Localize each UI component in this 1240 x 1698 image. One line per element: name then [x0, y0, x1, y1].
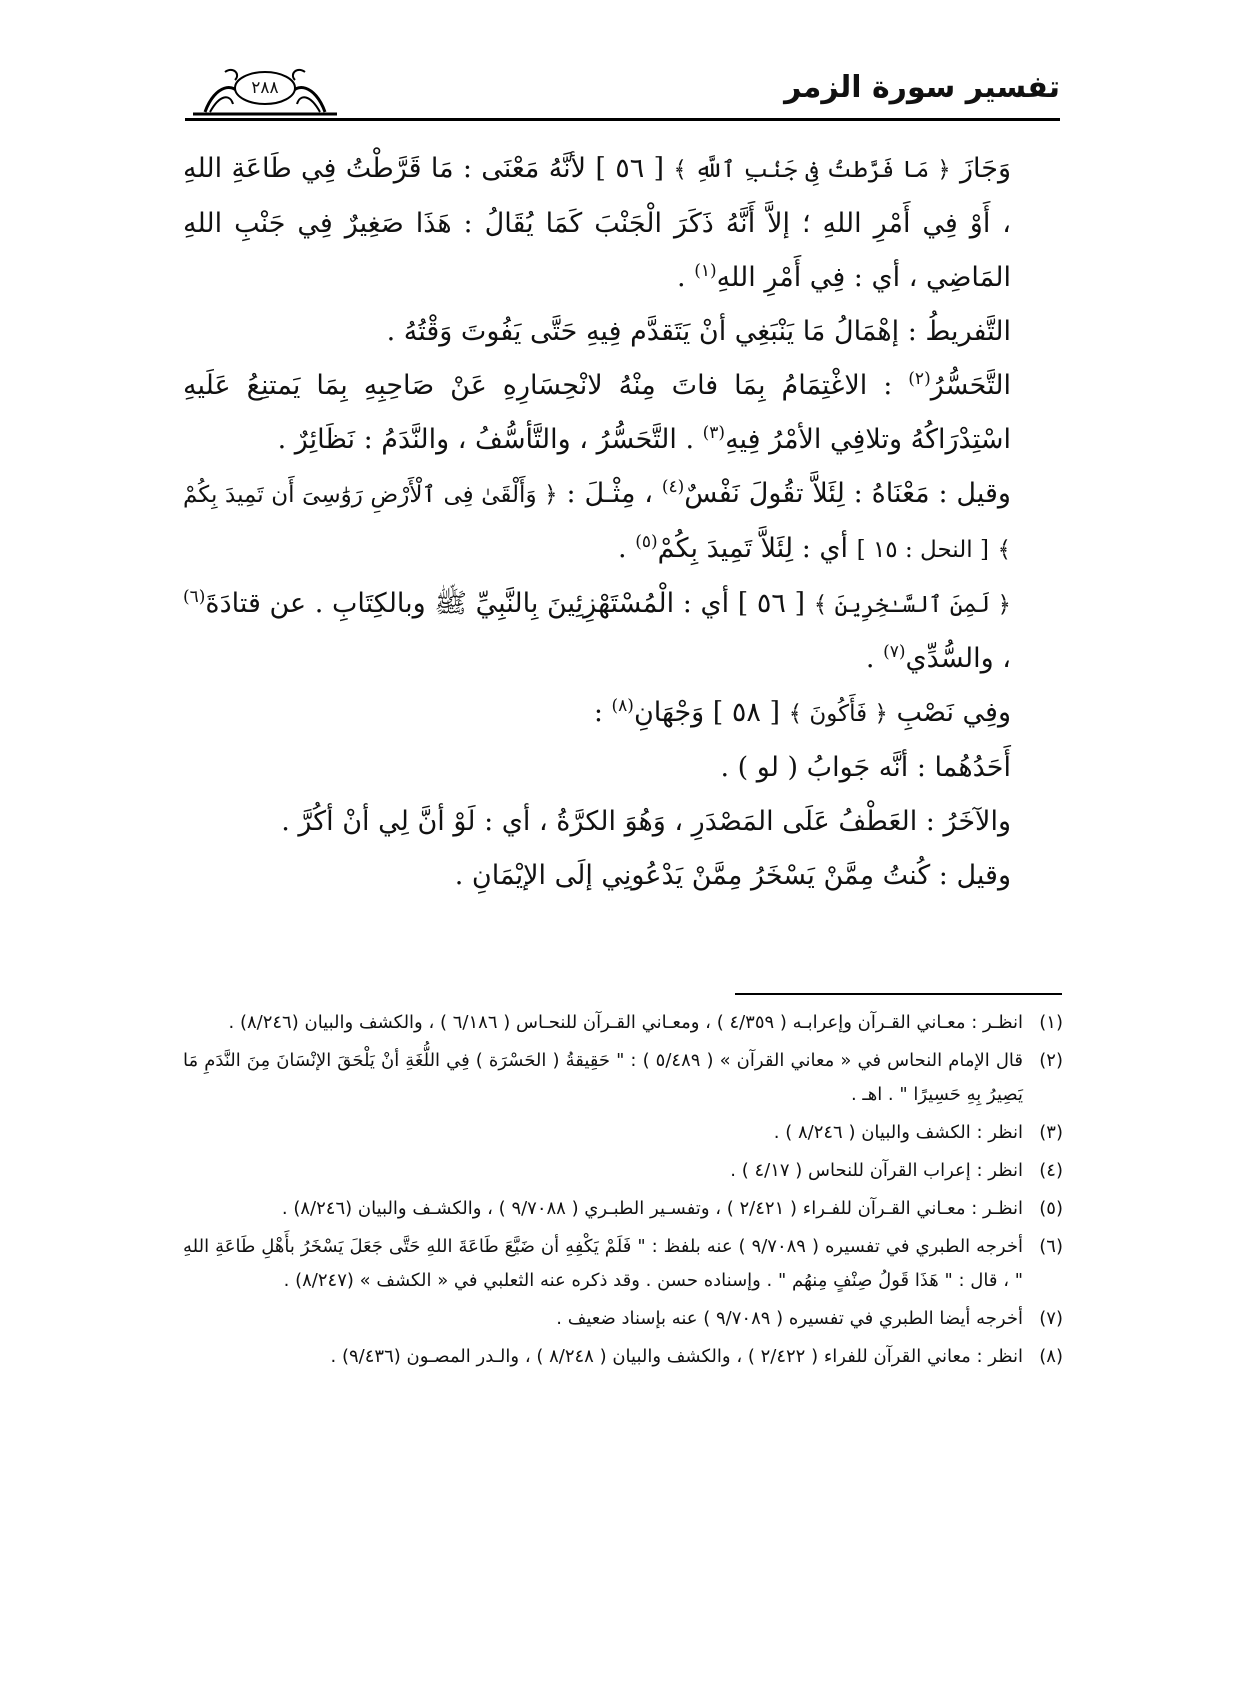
header-rule	[185, 118, 1060, 121]
main-text	[183, 142, 1063, 903]
footnote-text: أخرجه أيضا الطبري في تفسيره ( ٩/٧٠٨٩ ) عنه بإسناد ضعيف .	[556, 1308, 1023, 1329]
paragraph: التَّفريطُ : إهْمَالُ مَا يَنْبَغِي أنْ يَتَقدَّم فِيهِ حَتَّى يَفُوتَ وَقْتُهُ .	[386, 316, 1011, 347]
footnote-separator	[735, 993, 1062, 995]
paragraph: أَحَدُهُما : أنَّه جَوابُ ( لو ) .	[720, 752, 1011, 783]
quran-verse: ﴿ فَأَكُونَ ﴾	[788, 701, 888, 727]
paragraph	[183, 577, 1063, 686]
footnote-number: (٧)	[1039, 1308, 1063, 1329]
footnote-text: انظر : الكشف والبيان ( ٨/٢٤٦ ) .	[773, 1122, 1023, 1143]
paragraph	[183, 686, 1063, 741]
footnote-marker: (١)	[694, 261, 717, 281]
footnote	[183, 1230, 1063, 1298]
footnote-number: (٨)	[1039, 1346, 1063, 1367]
footnote-text: انظر : إعراب القرآن للنحاس ( ٤/١٧ ) .	[730, 1160, 1023, 1181]
page-number: ٢٨٨	[251, 78, 279, 98]
footnote-number: (٤)	[1039, 1160, 1063, 1181]
verse-reference: [ النحل : ١٥ ]	[856, 537, 989, 563]
quran-verse: ﴿ مَا فَرَّطتُ فِى جَنۢبِ ٱللَّهِ ﴾	[673, 157, 951, 183]
footnote	[183, 1006, 1063, 1040]
footnote-marker: (٢)	[908, 369, 931, 389]
footnote-text: قال الإمام النحاس في « معاني القرآن » ( ٥/٤٨٩ ) : " حَقِيقةُ ( الحَسْرَة ) فِي اللُّغَةِ أنْ يَلْحَقَ الإنْسَانَ مِنَ النَّدَمِ مَا يَصِيرُ بِهِ حَسِيرًا " . اهـ .	[183, 1050, 1023, 1105]
text-run: . التَّحَسُّرُ ، والتَّأسُّفُ ، والنَّدَمُ : نَظَائِرٌ .	[277, 424, 695, 455]
text-run: .	[865, 643, 875, 674]
quran-verse: ﴿ لَمِنَ ٱلسَّـٰخِرِينَ ﴾	[813, 592, 1011, 618]
text-run: [ ٥٨ ] وَجْهَانِ	[633, 697, 781, 728]
footnote-number: (٣)	[1039, 1122, 1063, 1143]
footnote	[183, 1340, 1063, 1374]
footnote-marker: (٨)	[611, 696, 634, 716]
quran-verse: ﴿ وَأَلْقَىٰ فِى ٱلْأَرْضِ رَوَٰسِىَ أَن تَمِيدَ بِكُمْ ﴾	[183, 482, 1011, 563]
footnote-text: أخرجه الطبري في تفسيره ( ٩/٧٠٨٩ ) عنه بلفظ : " فَلَمْ يَكْفِهِ أن ضَيَّعَ طَاعَةَ اللهِ حَتَّى جَعَلَ يَسْخَرُ بأَهْلِ طَاعَةِ اللهِ " ، قال : " هَذَا قَولُ صِنْفٍ مِنهُم " . وإسناده حسن . وقد ذكره عنه الثعلبي في « الكشف » (٨/٢٤٧) .	[183, 1236, 1023, 1291]
footnote	[183, 1154, 1063, 1188]
text-run: ، والسُّدِّي	[905, 643, 1011, 674]
paragraph	[183, 467, 1063, 577]
footnote	[183, 1192, 1063, 1226]
footnote-number: (٦)	[1039, 1236, 1063, 1257]
text-run: .	[618, 533, 627, 564]
text-run: وَجَازَ	[960, 153, 1011, 184]
footnote-number: (٥)	[1039, 1198, 1063, 1219]
running-title: تفسير سورة الزمر	[784, 70, 1060, 105]
footnote-marker: (٣)	[702, 423, 726, 443]
text-run: [ ٥٦ ] أي : الْمُسْتَهْزِئِينَ بِالنَّبِيِّ ﷺ وبالكِتَابِ . عن قتادَةَ	[205, 588, 806, 619]
text-run: وقيل : مَعْنَاهُ : لِئَلاَّ تقُولَ نَفْسٌ	[684, 478, 1011, 509]
page-number-ornament	[185, 64, 345, 120]
paragraph	[183, 142, 1063, 305]
paragraph: والآخَرُ : العَطْفُ عَلَى المَصْدَرِ ، وَهُوَ الكرَّةُ ، أي : لَوْ أنَّ لِي أنْ أكُرَّ .	[281, 806, 1011, 837]
footnote-text: انظر : معاني القرآن للفراء ( ٢/٤٢٢ ) ، والكشف والبيان ( ٨/٢٤٨ ) ، والـدر المصـون (٩/٤٣٦) .	[330, 1346, 1023, 1367]
footnote-text: انظـر : معـاني القـرآن للفـراء ( ٢/٤٢١ ) ، وتفسـير الطبـري ( ٩/٧٠٨٨ ) ، والكشـف والبيان (٨/٢٤٦) .	[281, 1198, 1023, 1219]
footnote-marker: (٧)	[883, 642, 906, 662]
footnote-marker: (٥)	[635, 532, 658, 552]
text-run: [ ٥٦ ] لأنَّهُ مَعْنَى : مَا قَرَّطْتُ فِي طَاعَةِ اللهِ ، أَوْ فِي أَمْرِ اللهِ ؛ إلاَّ أَنَّهُ ذَكَرَ الْجَنْبَ كَمَا يُقَالُ : هَذَا صَغِيرٌ فِي جَنْبِ اللهِ المَاضِي ، أي : فِي أَمْرِ اللهِ	[183, 153, 1011, 293]
footnote-marker: (٤)	[661, 477, 685, 497]
footnote-text: انظـر : معـاني القـرآن وإعرابـه ( ٤/٣٥٩ ) ، ومعـاني القـرآن للنحـاس ( ٦/١٨٦ ) ، والكشف والبيان (٨/٢٤٦) .	[228, 1012, 1023, 1033]
text-run: ، مِثْـلَ :	[566, 478, 653, 509]
text-run: وفِي نَصْبِ	[896, 697, 1011, 728]
footnotes	[183, 1006, 1063, 1378]
text-run: :	[593, 697, 603, 728]
footnote	[183, 1044, 1063, 1112]
footnote	[183, 1302, 1063, 1336]
text-run: : الاغْتِمَامُ بِمَا فاتَ مِنْهُ لانْحِسَارِهِ عَنْ صَاحِبِهِ بِمَا يَمتنِعُ عَلَيهِ اسْتِدْرَاكُهُ وتلافِي الأمْرُ فِيهِ	[183, 370, 1011, 455]
footnote-number: (١)	[1039, 1012, 1063, 1033]
paragraph: وقيل : كُنتُ مِمَّنْ يَسْخَرُ مِمَّنْ يَدْعُونِي إلَى الإيْمَانِ .	[454, 860, 1011, 891]
text-run: أي : لِئَلاَّ تَمِيدَ بِكُمْ	[657, 533, 849, 564]
footnote	[183, 1116, 1063, 1150]
text-run: .	[677, 262, 686, 293]
page-header	[185, 64, 1060, 122]
text-run: التَّحَسُّرُ	[930, 370, 1011, 401]
footnote-marker: (٦)	[183, 587, 206, 607]
paragraph	[183, 359, 1063, 467]
footnote-number: (٢)	[1039, 1050, 1063, 1071]
